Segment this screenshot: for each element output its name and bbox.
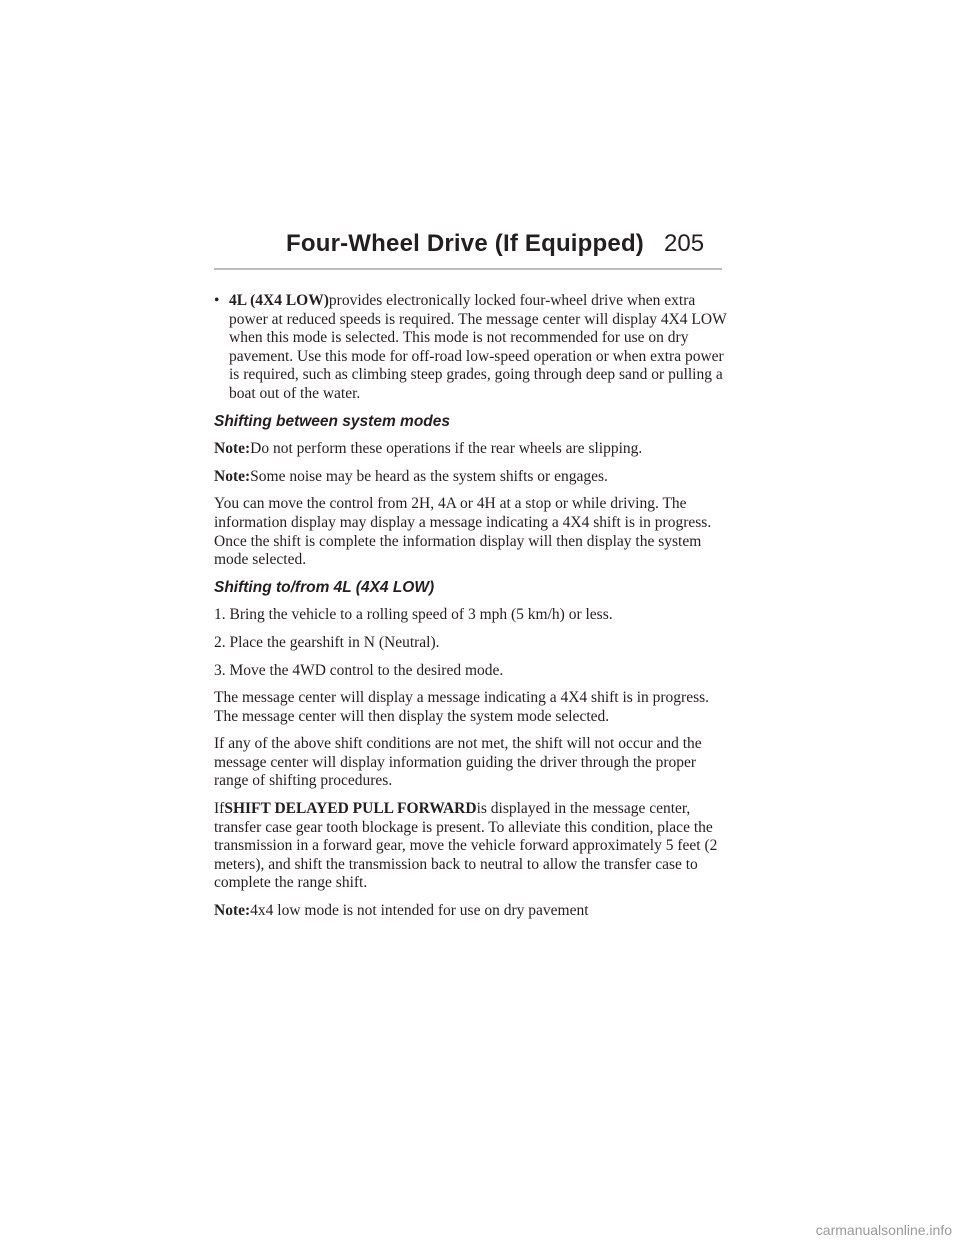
bullet-text: provides electronically locked four-wheel drive when extra power at reduced speeds is required. The message center will display 4X4 LOW when this mode is selected. This mode is not recommended for use on dry pavement. Use this mode for off-road low-speed operation or when extra power is required, such as climbing steep grades, going through deep sand or pulling a boat out of the water. <box>229 292 727 402</box>
section-heading-4l: Shifting to/from 4L (4X4 LOW) <box>214 578 435 596</box>
page-title: Four-Wheel Drive (If Equipped) <box>286 230 644 257</box>
section-heading-shifting: Shifting between system modes <box>214 412 450 430</box>
note-dry-pavement <box>214 902 730 921</box>
note-text: Some noise may be heard as the system shifts or engages. <box>250 467 608 485</box>
note-text: 4x4 low mode is not intended for use on dry pavement <box>250 902 589 920</box>
step-2: 2. Place the gearshift in N (Neutral). <box>214 633 440 651</box>
bullet-icon: • <box>214 292 220 309</box>
note-label: Note: <box>214 467 251 485</box>
paragraph-shift-delayed <box>214 800 730 893</box>
paragraph-text: is displayed in the message center, transfer case gear tooth blockage is present. To alleviate this condition, place the transmission in a forward gear, move the vehicle forward approximately 5 feet (2 meters), and shift the transmission back to neutral to allow the transfer case to complete the range shift. <box>214 800 718 892</box>
shift-delayed-term: SHIFT DELAYED PULL FORWARD <box>224 800 477 818</box>
note-label: Note: <box>214 902 251 920</box>
bullet-term: 4L (4X4 LOW) <box>229 292 329 309</box>
paragraph-message-center: The message center will display a message indicating a 4X4 shift is in progress. The message center will then display the system mode selected. <box>214 689 710 725</box>
header-divider <box>214 268 722 270</box>
page-header <box>0 226 960 278</box>
note-text: Do not perform these operations if the rear wheels are slipping. <box>250 440 643 458</box>
note-noise <box>214 468 730 487</box>
step-3: 3. Move the 4WD control to the desired mode. <box>214 661 504 679</box>
note-rear-wheels <box>214 440 730 459</box>
page-content <box>214 292 730 930</box>
bullet-item-4l <box>214 292 730 404</box>
step-1: 1. Bring the vehicle to a rolling speed of 3 mph (5 km/h) or less. <box>214 606 613 624</box>
watermark-link[interactable]: carmanualsonline.info <box>815 1222 952 1238</box>
page-number: 205 <box>664 230 705 257</box>
paragraph-prefix: If <box>214 800 225 818</box>
note-label: Note: <box>214 440 251 458</box>
paragraph-move-control: You can move the control from 2H, 4A or 4H at a stop or while driving. The information display may display a message indicating a 4X4 shift is in progress. Once the shift is complete the information display will then display the system mode selected. <box>214 495 712 569</box>
paragraph-conditions-not-met: If any of the above shift conditions are not met, the shift will not occur and the message center will display information guiding the driver through the proper range of shifting procedures. <box>214 735 702 790</box>
